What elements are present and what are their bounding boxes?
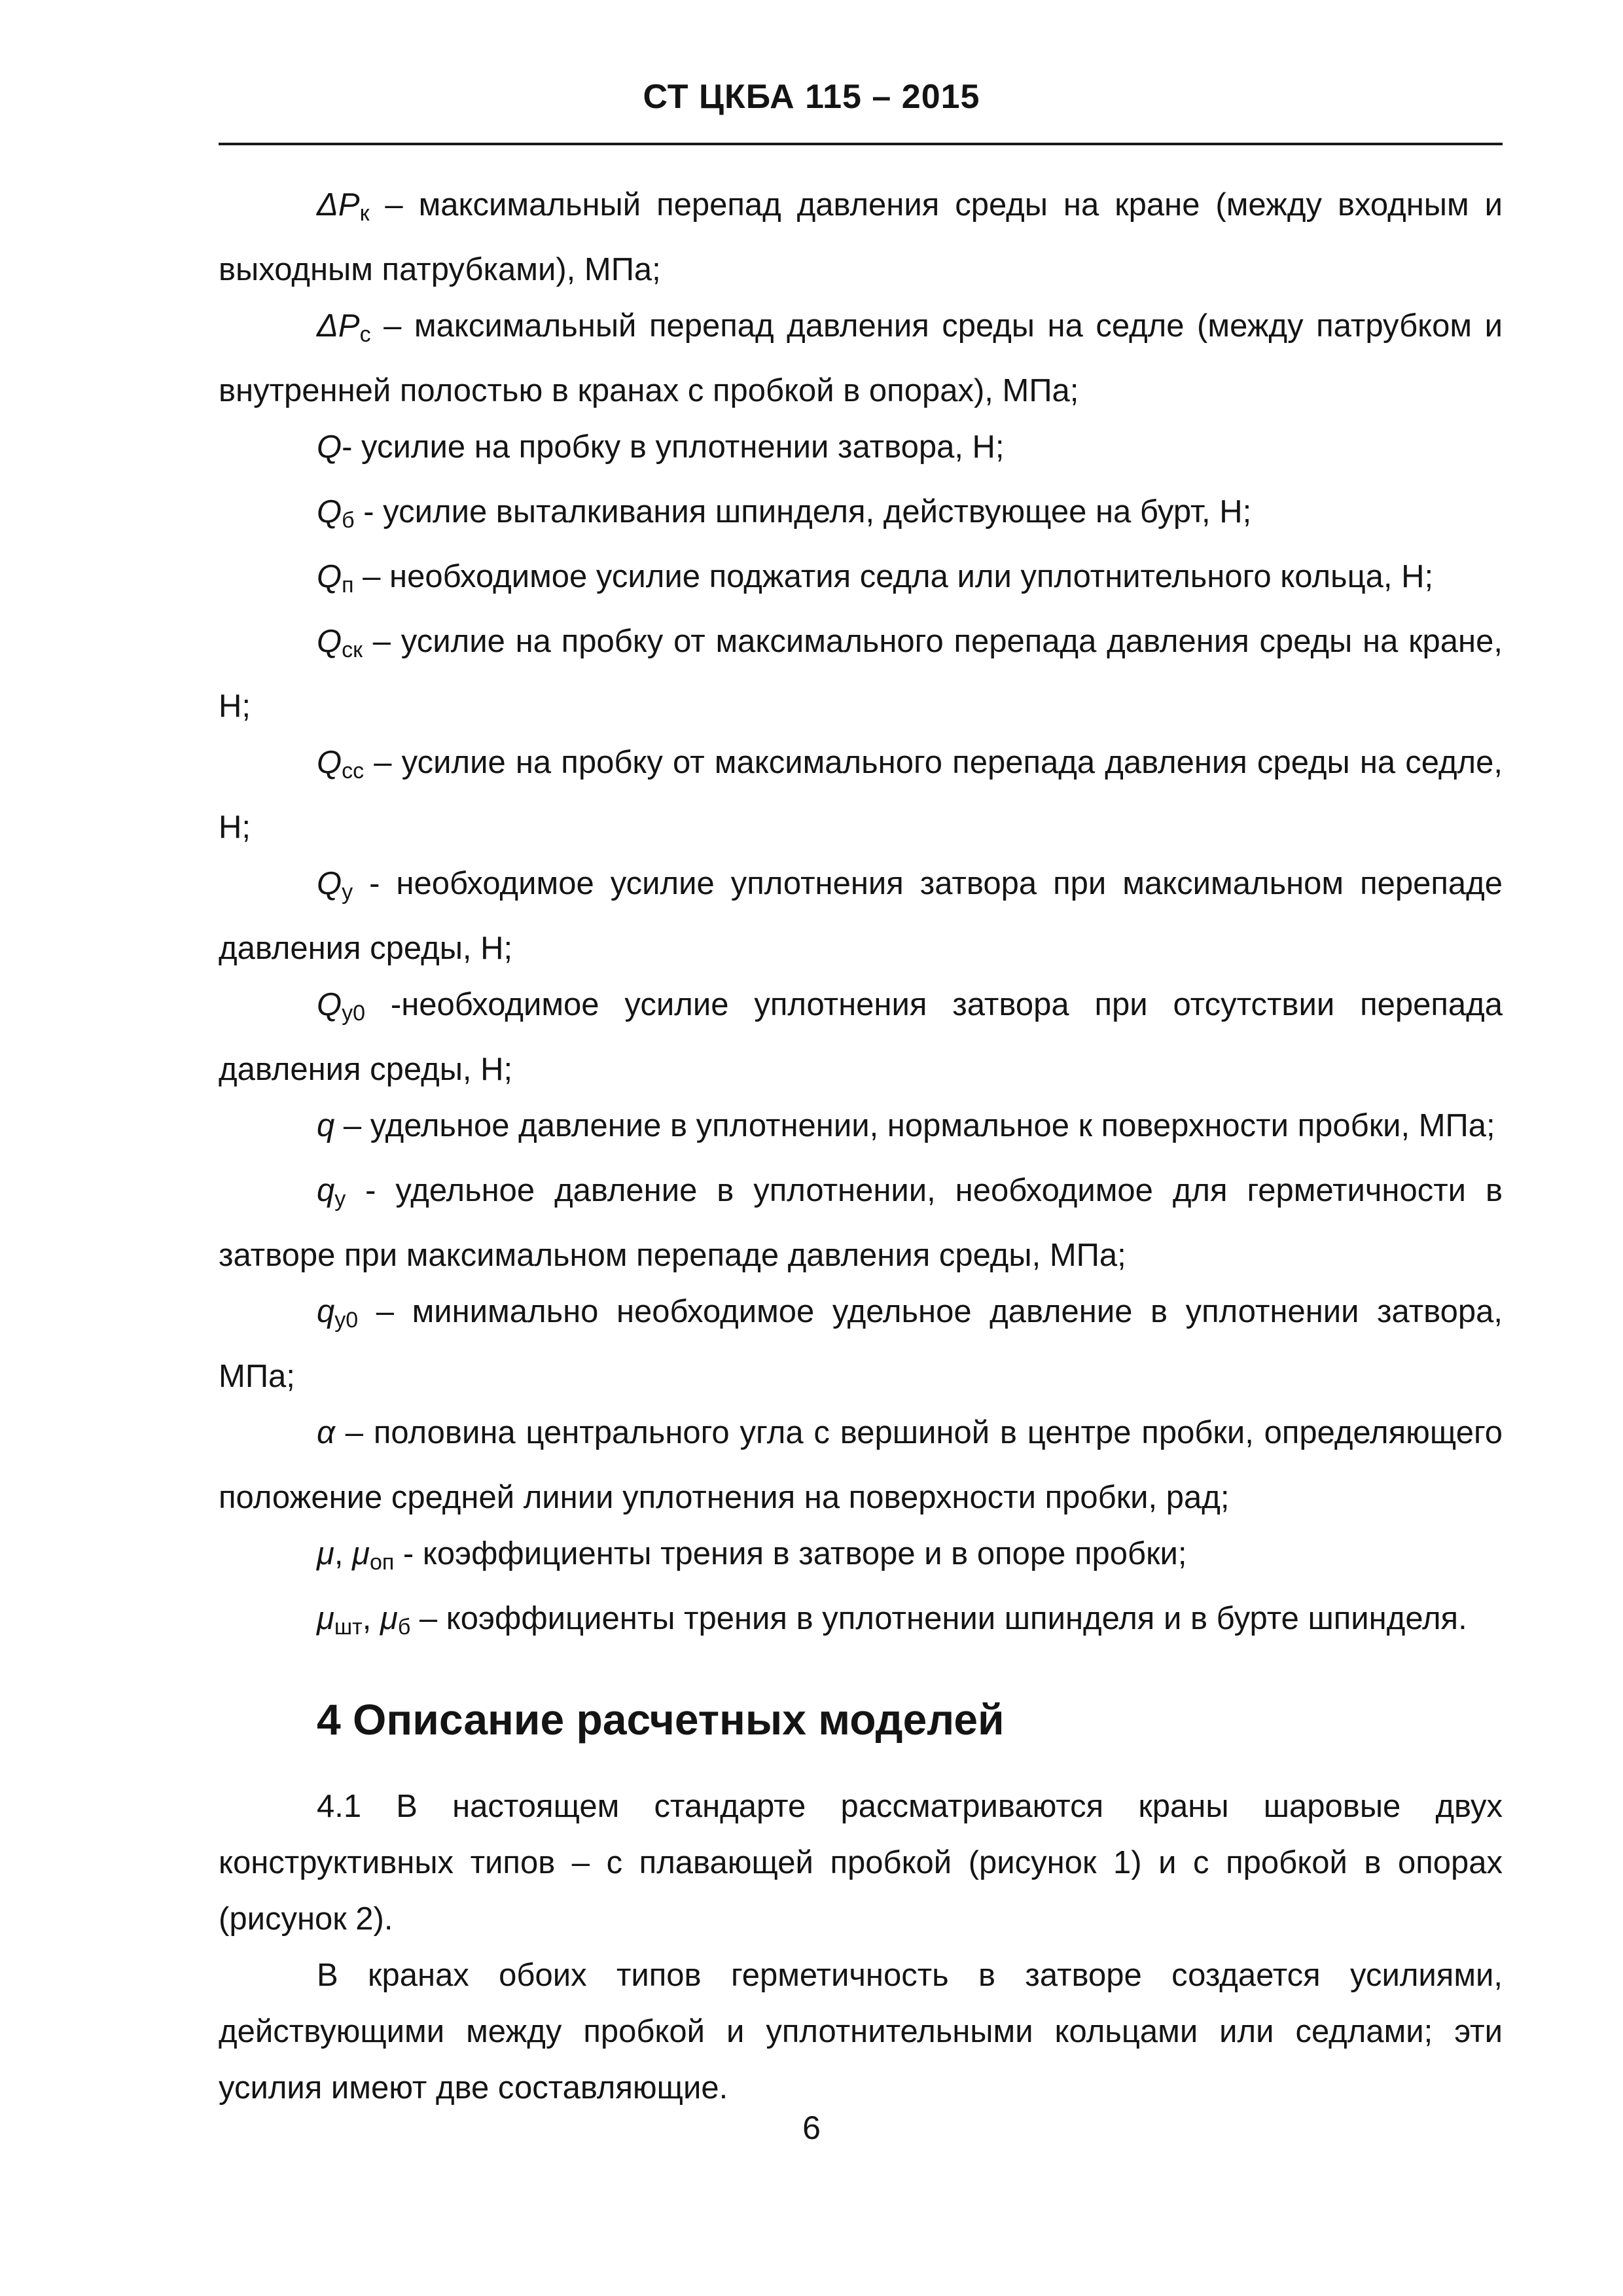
- section-heading: 4 Описание расчетных моделей: [317, 1695, 1005, 1744]
- section-paragraph: В кранах обоих типов герметичность в затворе создается усилиями, действующими между пробкой и уплотнительными кольцами или седлами; эти усилия имеют две составляющие.: [219, 1958, 1503, 2106]
- symbol-subscript: б: [342, 508, 355, 533]
- symbol-subscript: у0: [334, 1308, 359, 1333]
- definition-text: – минимально необходимое удельное давление в уплотнении затвора, МПа;: [219, 1294, 1503, 1394]
- definition-text: – максимальный перепад давления среды на кране (между входным и выходным патрубками), МПа;: [219, 187, 1503, 287]
- definition-mu: [219, 1526, 1503, 1590]
- definition-text: -необходимое усилие уплотнения затвора при отсутствии перепада давления среды, Н;: [219, 987, 1503, 1087]
- symbol: Q: [317, 624, 342, 659]
- header-rule: [219, 143, 1503, 145]
- symbol-separator: ,: [334, 1536, 353, 1571]
- definition-q-small: [219, 1098, 1503, 1162]
- definition-text: - удельное давление в уплотнении, необходимое для герметичности в затворе при максимальном перепаде давления среды, МПа;: [219, 1173, 1503, 1273]
- page-content: [219, 177, 1503, 2116]
- definition-qsk: [219, 613, 1503, 734]
- definition-text: - усилие на пробку в уплотнении затвора, Н;: [342, 429, 1005, 465]
- definitions-list: [219, 177, 1503, 1655]
- symbol-subscript: шт: [334, 1615, 363, 1640]
- definition-text: - усилие выталкивания шпинделя, действующее на бурт, Н;: [354, 494, 1252, 529]
- definition-q-small-u: [219, 1162, 1503, 1283]
- symbol: μ: [352, 1536, 370, 1571]
- document-header: СТ ЦКБА 115 – 2015: [643, 78, 980, 116]
- symbol: Q: [317, 866, 342, 901]
- definition-alpha: [219, 1405, 1503, 1526]
- symbol: q: [317, 1294, 335, 1329]
- definition-mu-sht: [219, 1590, 1503, 1655]
- page-number: 6: [802, 2109, 821, 2146]
- definition-qu0: [219, 977, 1503, 1098]
- definition-dpk: [219, 177, 1503, 298]
- symbol-separator: ,: [362, 1601, 380, 1636]
- symbol: q: [317, 1108, 335, 1143]
- symbol: α: [317, 1415, 335, 1450]
- definition-qp: [219, 548, 1503, 613]
- symbol: q: [317, 1173, 335, 1208]
- symbol: μ: [380, 1601, 398, 1636]
- symbol: ΔP: [317, 308, 360, 344]
- symbol: μ: [317, 1536, 334, 1571]
- symbol-subscript: с: [359, 322, 371, 347]
- definition-qb: [219, 484, 1503, 548]
- symbol: Q: [317, 559, 342, 594]
- definition-q: [219, 419, 1503, 484]
- definition-qu: [219, 855, 1503, 977]
- definition-text: - коэффициенты трения в затворе и в опоре пробки;: [394, 1536, 1187, 1571]
- symbol-subscript: ск: [342, 637, 363, 662]
- symbol: Q: [317, 429, 342, 465]
- symbol: Q: [317, 745, 342, 780]
- definition-dpc: [219, 298, 1503, 419]
- symbol-subscript: у: [342, 880, 353, 905]
- definition-q-small-u0: [219, 1283, 1503, 1405]
- definition-text: – максимальный перепад давления среды на седле (между патрубком и внутренней полостью в кранах с пробкой в опорах), МПа;: [219, 308, 1503, 408]
- symbol: μ: [317, 1601, 334, 1636]
- definition-qss: [219, 734, 1503, 855]
- symbol: Q: [317, 494, 342, 529]
- symbol-subscript: к: [359, 201, 370, 226]
- definition-text: – половина центрального угла с вершиной в центре пробки, определяющего положение средней линии уплотнения на поверхности пробки, рад;: [219, 1415, 1503, 1515]
- definition-text: – удельное давление в уплотнении, нормальное к поверхности пробки, МПа;: [334, 1108, 1495, 1143]
- definition-text: - необходимое усилие уплотнения затвора при максимальном перепаде давления среды, Н;: [219, 866, 1503, 966]
- symbol-subscript: б: [397, 1615, 411, 1640]
- symbol-subscript: у0: [342, 1001, 366, 1026]
- symbol: ΔP: [317, 187, 360, 223]
- section-paragraph: 4.1 В настоящем стандарте рассматриваются краны шаровые двух конструктивных типов – с плавающей пробкой (рисунок 1) и с пробкой в опорах (рисунок 2).: [219, 1789, 1503, 1937]
- definition-text: – усилие на пробку от максимального перепада давления среды на кране, Н;: [219, 624, 1503, 724]
- symbol-subscript: у: [334, 1187, 346, 1211]
- symbol: Q: [317, 987, 342, 1022]
- symbol-subscript: сс: [342, 759, 365, 783]
- symbol-subscript: оп: [369, 1550, 395, 1575]
- definition-text: – усилие на пробку от максимального перепада давления среды на седле, Н;: [219, 745, 1503, 845]
- definition-text: – необходимое усилие поджатия седла или уплотнительного кольца, Н;: [353, 559, 1434, 594]
- definition-text: – коэффициенты трения в уплотнении шпинделя и в бурте шпинделя.: [410, 1601, 1467, 1636]
- symbol-subscript: п: [342, 573, 354, 598]
